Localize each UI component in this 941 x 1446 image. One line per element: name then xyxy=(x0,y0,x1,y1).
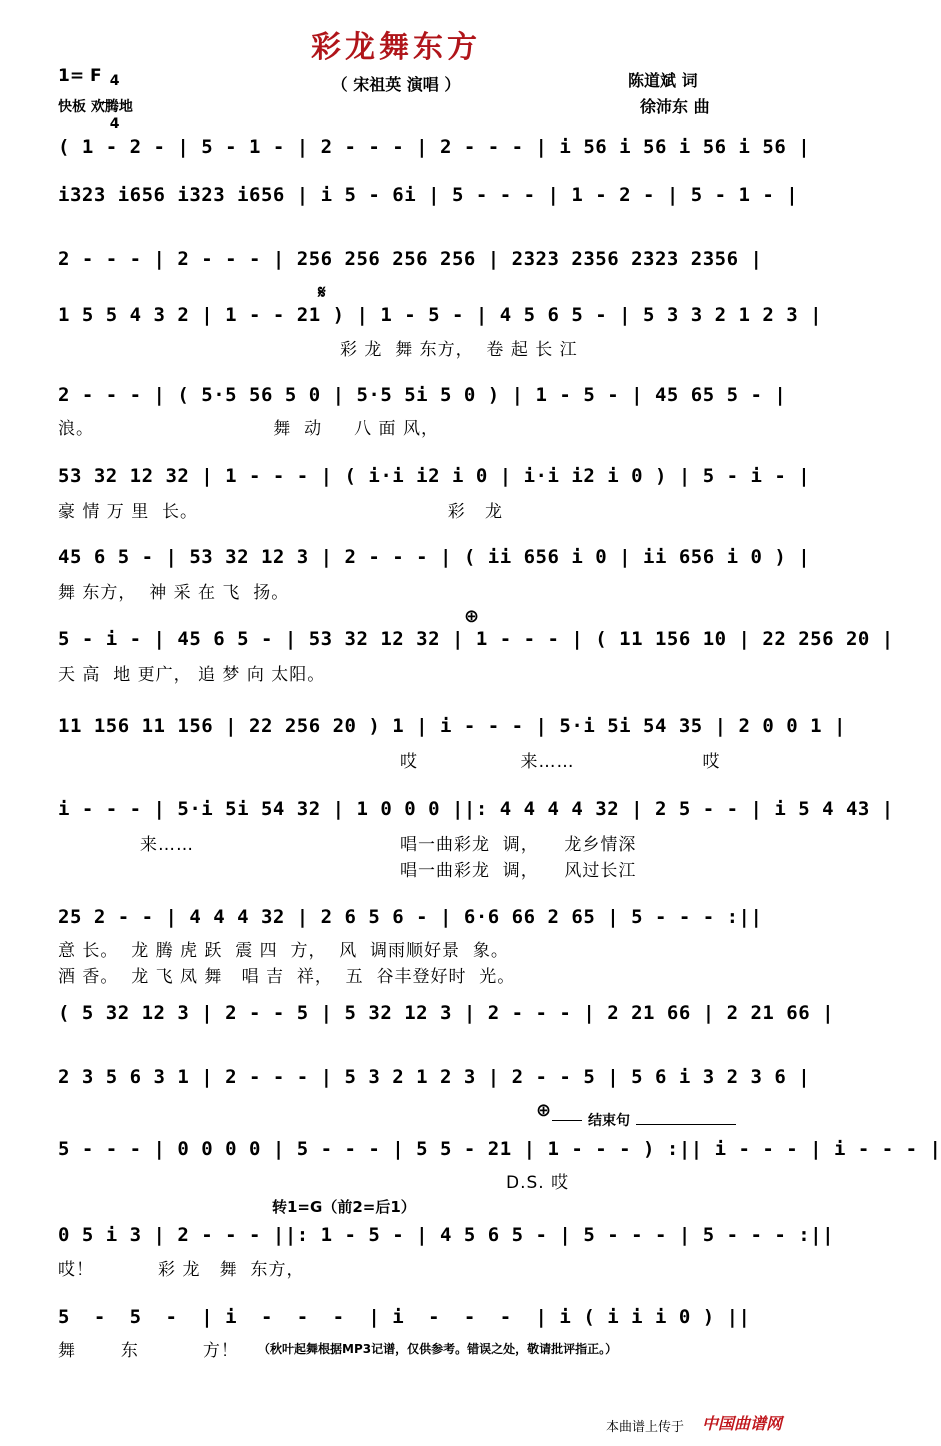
lyrics-line-9: 哎 来…… 哎 xyxy=(400,752,721,772)
composer-credit: 徐沛东 曲 xyxy=(640,97,710,116)
lyricist-credit: 陈道斌 词 xyxy=(628,71,698,90)
lyrics-line-10-verse2: 唱一曲彩龙 调， 风过长江 xyxy=(400,861,637,881)
lyrics-line-8: 天 高 地 更广， 追 梦 向 太阳。 xyxy=(58,665,326,685)
notation-line-13: 2 3 5 6 3 1 | 2 - - - | 5 3 2 1 2 3 | 2 - - 5 | 5 6 i 3 2 3 6 | xyxy=(58,1066,811,1088)
lyrics-line-7: 舞 东方， 神 采 在 飞 扬。 xyxy=(58,583,290,603)
coda-sign-2: ⊕ xyxy=(536,1100,552,1121)
lyrics-line-15: 哎！ 彩 龙 舞 东方， xyxy=(58,1260,305,1280)
lyrics-line-16: 舞 东 方！ xyxy=(58,1341,239,1361)
notation-line-3: 2 - - - | 2 - - - | 256 256 256 256 | 2323 2356 2323 2356 | xyxy=(58,248,763,270)
notation-line-8: 5 - i - | 45 6 5 - | 53 32 12 32 | 1 - - - | ( 11 156 10 | 22 256 20 | xyxy=(58,628,894,650)
lyrics-line-11: 意 长。 龙 腾 虎 跃 震 四 方， 风 调雨顺好景 象。 xyxy=(58,941,509,961)
singer-credit: （ 宋祖英 演唱 ） xyxy=(331,75,461,94)
ending-bracket-left xyxy=(552,1120,582,1121)
notation-line-9: 11 156 11 156 | 22 256 20 ) 1 | i - - - | 5·i 5i 54 35 | 2 0 0 1 | xyxy=(58,715,846,737)
lyrics-line-10-verse1: 唱一曲彩龙 调， 龙乡情深 xyxy=(400,835,637,855)
ending-bracket-right xyxy=(636,1124,736,1125)
meter-top: 4 xyxy=(109,73,120,89)
coda-sign: ⊕ xyxy=(464,606,480,627)
site-logo[interactable]: 中国曲谱网 xyxy=(701,1414,782,1433)
key-signature: 1= F xyxy=(58,66,102,86)
notation-line-15: 0 5 i 3 | 2 - - - ||: 1 - 5 - | 4 5 6 5 - | 5 - - - | 5 - - - :|| xyxy=(58,1224,835,1246)
notation-line-1: ( 1 - 2 - | 5 - 1 - | 2 - - - | 2 - - - | i 56 i 56 i 56 i 56 | xyxy=(58,136,811,158)
notation-line-10: i - - - | 5·i 5i 54 32 | 1 0 0 0 ||: 4 4 4 4 32 | 2 5 - - | i 5 4 43 | xyxy=(58,798,894,820)
ending-label: 结束句 xyxy=(588,1113,630,1129)
notation-line-2: i323 i656 i323 i656 | i 5 - 6i | 5 - - - | 1 - 2 - | 5 - 1 - | xyxy=(58,184,799,206)
meter-bottom: 4 xyxy=(109,116,120,132)
notation-line-4: 1 5 5 4 3 2 | 1 - - 21 ) | 1 - 5 - | 4 5 6 5 - | 5 3 3 2 1 2 3 | xyxy=(58,304,823,326)
notation-line-5: 2 - - - | ( 5·5 56 5 0 | 5·5 5i 5 0 ) | 1 - 5 - | 45 65 5 - | xyxy=(58,384,787,406)
modulation-mark: 转1=G（前2=后1） xyxy=(272,1198,416,1216)
notation-line-6: 53 32 12 32 | 1 - - - | ( i·i i2 i 0 | i·i i2 i 0 ) | 5 - i - | xyxy=(58,465,811,487)
lyrics-line-11-verse2: 酒 香。 龙 飞 凤 舞 唱 吉 祥， 五 谷丰登好时 光。 xyxy=(58,967,516,987)
segno-sign: 𝄋 xyxy=(318,282,326,303)
lyrics-line-14: D.S. 哎 xyxy=(506,1173,570,1193)
notation-line-14: 5 - - - | 0 0 0 0 | 5 - - - | 5 5 - 21 | 1 - - - ) :|| i - - - | i - - - | xyxy=(58,1138,941,1160)
notation-line-16: 5 - 5 - | i - - - | i - - - | i ( i i i 0 ) || xyxy=(58,1306,751,1328)
tempo-marking: 快板 欢腾地 xyxy=(58,99,133,115)
lyrics-line-10: 来…… xyxy=(140,835,194,855)
notation-line-12: ( 5 32 12 3 | 2 - - 5 | 5 32 12 3 | 2 - - - | 2 21 66 | 2 21 66 | xyxy=(58,1002,835,1024)
song-title: 彩龙舞东方 xyxy=(311,30,481,65)
notation-line-11: 25 2 - - | 4 4 4 32 | 2 6 5 6 - | 6·6 66 2 65 | 5 - - - :|| xyxy=(58,906,763,928)
notation-line-7: 45 6 5 - | 53 32 12 3 | 2 - - - | ( ii 656 i 0 | ii 656 i 0 ) | xyxy=(58,546,811,568)
upload-text: 本曲谱上传于 xyxy=(605,1420,684,1435)
transcription-note: （秋叶起舞根据MP3记谱，仅供参考。错误之处，敬请批评指正。） xyxy=(258,1342,618,1356)
lyrics-line-6: 豪 情 万 里 长。 彩 龙 xyxy=(58,502,503,522)
lyrics-line-5: 浪。 舞 动 八 面 风， xyxy=(58,419,439,439)
lyrics-line-4: 彩 龙 舞 东方， 卷 起 长 江 xyxy=(340,340,578,360)
